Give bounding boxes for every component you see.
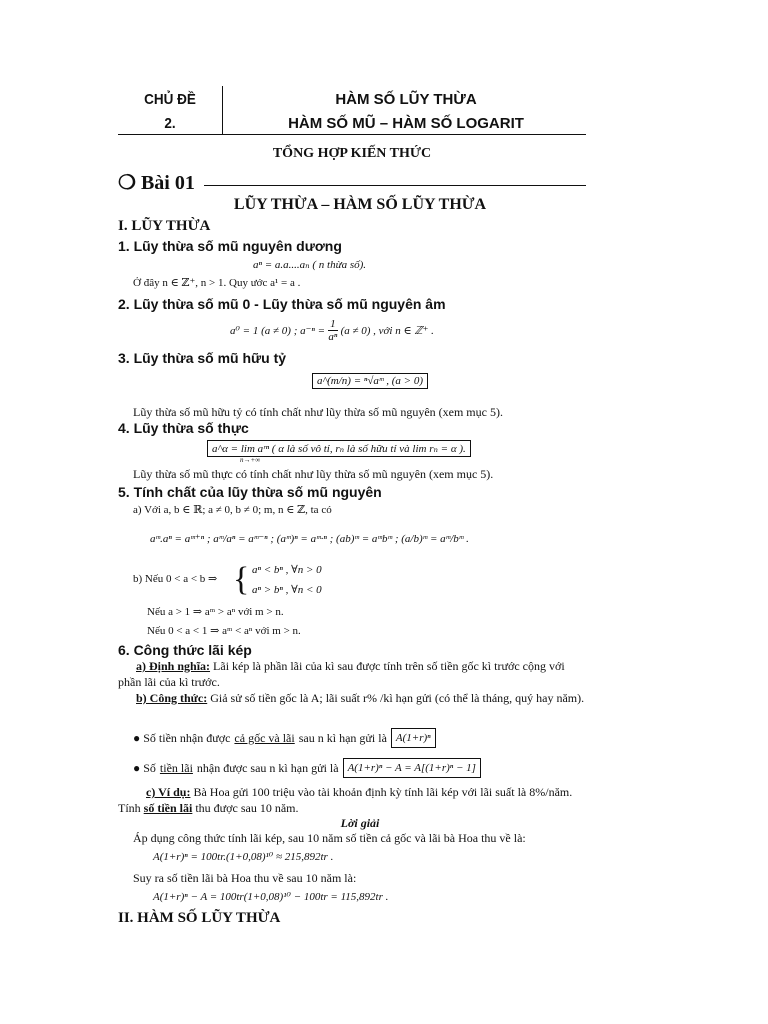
- example-label: c) Ví dụ:: [146, 785, 191, 799]
- topic-number: 2.: [164, 115, 176, 132]
- lesson-number: Bài 01: [140, 172, 195, 194]
- subsection-heading: 2. Lũy thừa số mũ 0 - Lũy thừa số mũ nguyên âm: [118, 296, 446, 312]
- example-text: Bà Hoa gửi 100 triệu vào tài khoản định kỳ tính lãi kép với lãi suất là 8%/năm. Tính: [118, 785, 573, 815]
- bullet-post: nhận được sau n kì hạn gửi là: [196, 761, 339, 775]
- brace-icon: {: [233, 561, 250, 598]
- property-intro: a) Với a, b ∈ ℝ; a ≠ 0, b ≠ 0; m, n ∈ ℤ, ta có: [133, 504, 332, 516]
- formula-part: a⁰ = 1 (a ≠ 0) ; a⁻ⁿ =: [230, 325, 326, 337]
- bullet-pre: ● Số tiền nhận được: [133, 731, 231, 745]
- section-heading: II. HÀM SỐ LŨY THỪA: [118, 910, 281, 926]
- subsection-heading: 1. Lũy thừa số mũ nguyên dương: [118, 238, 342, 254]
- header-divider: [222, 86, 223, 134]
- lesson-rule: [204, 185, 586, 186]
- formula: aⁿ = a.a....aₙ ( n thừa số).: [253, 259, 367, 271]
- solution-text: Áp dụng công thức tính lãi kép, sau 10 năm số tiền cả gốc và lãi bà Hoa thu về là:: [133, 831, 526, 845]
- subsection-heading: 3. Lũy thừa số mũ hữu tỷ: [118, 350, 287, 366]
- definition-label: a) Định nghĩa:: [136, 659, 211, 673]
- fraction-denominator: aⁿ: [328, 331, 338, 343]
- definition-text: Lãi kép là phần lãi của kì sau được tính trên số tiền gốc kì trước cộng với phần lãi của kì trước.: [118, 659, 565, 689]
- example-paragraph: [118, 784, 588, 816]
- lesson-label: [118, 170, 195, 195]
- boxed-formula: a^(m/n) = ⁿ√aᵐ , (a > 0): [312, 373, 428, 389]
- formula: [230, 318, 434, 343]
- property-b-label: b) Nếu 0 < a < b ⇒: [133, 573, 218, 585]
- solution-formula: A(1+r)ⁿ = 100tr.(1+0,08)¹⁰ ≈ 215,892tr .: [153, 851, 334, 863]
- limit-subscript: n→+∞: [240, 456, 261, 464]
- case-line: aⁿ < bⁿ , ∀n > 0: [252, 564, 322, 576]
- topic-label: CHỦ ĐỀ: [144, 91, 196, 108]
- subsection-heading: 5. Tính chất của lũy thừa số mũ nguyên: [118, 484, 382, 500]
- boxed-formula: a^α = lim aʳⁿ ( α là số vô tỉ, rₙ là số hữu tỉ và lim rₙ = α ).: [207, 440, 471, 457]
- boxed-formula: A(1+r)ⁿ − A = A[(1+r)ⁿ − 1]: [343, 758, 481, 778]
- bullet-post: sau n kì hạn gửi là: [298, 731, 387, 745]
- subsection-heading: 4. Lũy thừa số thực: [118, 420, 249, 436]
- topic-title-line1: HÀM SỐ LŨY THỪA: [335, 91, 477, 108]
- subsection-heading: 6. Công thức lãi kép: [118, 642, 252, 658]
- example-text: thu được sau 10 năm.: [192, 801, 299, 815]
- bullet-underlined: tiền lãi: [159, 761, 193, 775]
- bullet-item: [133, 758, 481, 778]
- topic-title-line2: HÀM SỐ MŨ – HÀM SỐ LOGARIT: [288, 115, 524, 132]
- definition-paragraph: [118, 658, 588, 690]
- section-heading: I. LŨY THỪA: [118, 218, 211, 234]
- formula-label: b) Công thức:: [136, 691, 208, 705]
- fraction: [328, 318, 338, 343]
- note-text: Lũy thừa số mũ thực có tính chất như lũy thừa số mũ nguyên (xem mục 5).: [133, 467, 494, 481]
- formula-text: Giả sử số tiền gốc là A; lãi suất r% /kì hạn gửi (có thể là tháng, quý hay năm).: [207, 691, 585, 705]
- note-text: Ở đây n ∈ ℤ⁺, n > 1. Quy ước a¹ = a .: [133, 277, 301, 289]
- solution-text: Suy ra số tiền lãi bà Hoa thu về sau 10 năm là:: [133, 871, 357, 885]
- bullet-pre: ● Số: [133, 761, 156, 775]
- bullet-underlined: cả gốc và lãi: [234, 731, 295, 745]
- note-text: Lũy thừa số mũ hữu tỷ có tính chất như lũy thừa số mũ nguyên (xem mục 5).: [133, 405, 503, 419]
- lesson-title: LŨY THỪA – HÀM SỐ LŨY THỪA: [233, 196, 487, 213]
- case-line: aⁿ > bⁿ , ∀n < 0: [252, 584, 322, 596]
- boxed-formula: A(1+r)ⁿ: [391, 728, 436, 748]
- bullet-item: [133, 728, 436, 748]
- example-underlined: số tiền lãi: [143, 801, 193, 815]
- topic-title-block: [226, 88, 586, 136]
- property-line: Nếu a > 1 ⇒ aᵐ > aⁿ với m > n.: [147, 606, 284, 618]
- circle-bullet-icon: ❍: [118, 172, 136, 194]
- header-underline: [118, 134, 586, 135]
- summary-title: TỔNG HỢP KIẾN THỨC: [272, 146, 432, 161]
- solution-formula: A(1+r)ⁿ − A = 100tr(1+0,08)¹⁰ − 100tr = 115,892tr .: [153, 891, 389, 903]
- formula-paragraph: [118, 690, 588, 706]
- solution-title: Lời giải: [340, 816, 380, 830]
- topic-label-block: [123, 88, 217, 136]
- property-line: Nếu 0 < a < 1 ⇒ aᵐ < aⁿ với m > n.: [147, 625, 301, 637]
- formula: aᵐ.aⁿ = aᵐ⁺ⁿ ; aᵐ/aⁿ = aᵐ⁻ⁿ ; (aᵐ)ⁿ = aᵐ·ⁿ ; (ab)ᵐ = aᵐbᵐ ; (a/b)ᵐ = aᵐ/bᵐ .: [150, 533, 469, 545]
- fraction-numerator: 1: [330, 318, 336, 330]
- formula-part: (a ≠ 0) , với n ∈ ℤ⁺ .: [340, 325, 434, 337]
